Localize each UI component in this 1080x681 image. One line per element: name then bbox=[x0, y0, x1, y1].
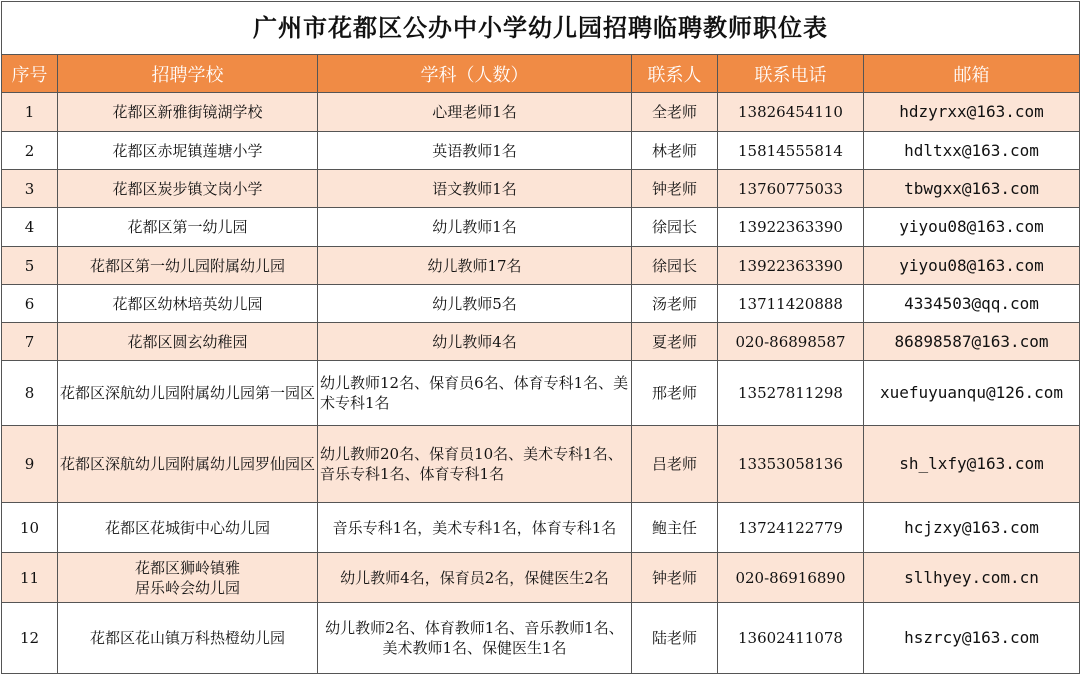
phone-cell: 15814555814 bbox=[718, 132, 864, 170]
subject-cell: 幼儿教师4名 bbox=[318, 323, 632, 361]
contact-cell: 徐园长 bbox=[632, 247, 718, 285]
subject-cell: 语文教师1名 bbox=[318, 170, 632, 208]
row-index: 5 bbox=[2, 247, 58, 285]
contact-cell: 邢老师 bbox=[632, 361, 718, 426]
phone-cell: 13527811298 bbox=[718, 361, 864, 426]
school-cell: 花都区第一幼儿园附属幼儿园 bbox=[58, 247, 318, 285]
subject-cell: 幼儿教师17名 bbox=[318, 247, 632, 285]
row-index: 9 bbox=[2, 426, 58, 503]
col-header-school: 招聘学校 bbox=[58, 55, 318, 93]
row-index: 12 bbox=[2, 603, 58, 674]
email-cell: xuefuyuanqu@126.com bbox=[864, 361, 1080, 426]
contact-cell: 吕老师 bbox=[632, 426, 718, 503]
col-header-subject: 学科（人数） bbox=[318, 55, 632, 93]
contact-cell: 钟老师 bbox=[632, 553, 718, 603]
contact-cell: 林老师 bbox=[632, 132, 718, 170]
table-row bbox=[2, 361, 1080, 426]
contact-cell: 汤老师 bbox=[632, 285, 718, 323]
subject-cell: 幼儿教师1名 bbox=[318, 208, 632, 247]
email-cell: hdzyrxx@163.com bbox=[864, 93, 1080, 132]
subject-cell: 幼儿教师20名、保育员10名、美术专科1名、音乐专科1名、体育专科1名 bbox=[318, 426, 632, 503]
table-row bbox=[2, 247, 1080, 285]
email-cell: hszrcy@163.com bbox=[864, 603, 1080, 674]
email-cell: 86898587@163.com bbox=[864, 323, 1080, 361]
email-cell: sllhyey.com.cn bbox=[864, 553, 1080, 603]
contact-cell: 鲍主任 bbox=[632, 503, 718, 553]
email-cell: hdltxx@163.com bbox=[864, 132, 1080, 170]
school-cell: 花都区圆玄幼稚园 bbox=[58, 323, 318, 361]
phone-cell: 13922363390 bbox=[718, 247, 864, 285]
school-cell: 花都区狮岭镇雅居乐岭会幼儿园 bbox=[58, 553, 318, 603]
row-index: 8 bbox=[2, 361, 58, 426]
table-row bbox=[2, 208, 1080, 247]
table-row bbox=[2, 170, 1080, 208]
school-cell: 花都区新雅街镜湖学校 bbox=[58, 93, 318, 132]
contact-cell: 徐园长 bbox=[632, 208, 718, 247]
school-cell: 花都区花山镇万科热橙幼儿园 bbox=[58, 603, 318, 674]
table-row bbox=[2, 553, 1080, 603]
subject-cell: 幼儿教师12名、保育员6名、体育专科1名、美术专科1名 bbox=[318, 361, 632, 426]
phone-cell: 020-86898587 bbox=[718, 323, 864, 361]
contact-cell: 夏老师 bbox=[632, 323, 718, 361]
school-cell: 花都区深航幼儿园附属幼儿园第一园区 bbox=[58, 361, 318, 426]
table-row bbox=[2, 603, 1080, 674]
email-cell: yiyou08@163.com bbox=[864, 247, 1080, 285]
email-cell: 4334503@qq.com bbox=[864, 285, 1080, 323]
email-cell: hcjzxy@163.com bbox=[864, 503, 1080, 553]
school-cell: 花都区幼林培英幼儿园 bbox=[58, 285, 318, 323]
contact-cell: 陆老师 bbox=[632, 603, 718, 674]
row-index: 4 bbox=[2, 208, 58, 247]
phone-cell: 020-86916890 bbox=[718, 553, 864, 603]
phone-cell: 13760775033 bbox=[718, 170, 864, 208]
table-row bbox=[2, 132, 1080, 170]
row-index: 10 bbox=[2, 503, 58, 553]
phone-cell: 13711420888 bbox=[718, 285, 864, 323]
phone-cell: 13724122779 bbox=[718, 503, 864, 553]
col-header-contact: 联系人 bbox=[632, 55, 718, 93]
recruitment-table bbox=[1, 1, 1080, 674]
subject-cell: 英语教师1名 bbox=[318, 132, 632, 170]
table-row bbox=[2, 285, 1080, 323]
header-row bbox=[2, 55, 1080, 93]
table-row bbox=[2, 503, 1080, 553]
subject-cell: 幼儿教师2名、体育教师1名、音乐教师1名、美术教师1名、保健医生1名 bbox=[318, 603, 632, 674]
col-header-email: 邮箱 bbox=[864, 55, 1080, 93]
col-header-index: 序号 bbox=[2, 55, 58, 93]
col-header-phone: 联系电话 bbox=[718, 55, 864, 93]
phone-cell: 13922363390 bbox=[718, 208, 864, 247]
school-cell: 花都区赤坭镇莲塘小学 bbox=[58, 132, 318, 170]
phone-cell: 13602411078 bbox=[718, 603, 864, 674]
table-title: 广州市花都区公办中小学幼儿园招聘临聘教师职位表 bbox=[2, 2, 1080, 55]
subject-cell: 心理老师1名 bbox=[318, 93, 632, 132]
email-cell: yiyou08@163.com bbox=[864, 208, 1080, 247]
table-row bbox=[2, 426, 1080, 503]
email-cell: tbwgxx@163.com bbox=[864, 170, 1080, 208]
row-index: 11 bbox=[2, 553, 58, 603]
row-index: 2 bbox=[2, 132, 58, 170]
school-cell: 花都区深航幼儿园附属幼儿园罗仙园区 bbox=[58, 426, 318, 503]
phone-cell: 13353058136 bbox=[718, 426, 864, 503]
school-cell: 花都区炭步镇文岗小学 bbox=[58, 170, 318, 208]
subject-cell: 幼儿教师5名 bbox=[318, 285, 632, 323]
subject-cell: 幼儿教师4名，保育员2名，保健医生2名 bbox=[318, 553, 632, 603]
contact-cell: 全老师 bbox=[632, 93, 718, 132]
table-row bbox=[2, 323, 1080, 361]
email-cell: sh_lxfy@163.com bbox=[864, 426, 1080, 503]
row-index: 7 bbox=[2, 323, 58, 361]
subject-cell: 音乐专科1名，美术专科1名，体育专科1名 bbox=[318, 503, 632, 553]
row-index: 3 bbox=[2, 170, 58, 208]
table-row bbox=[2, 93, 1080, 132]
phone-cell: 13826454110 bbox=[718, 93, 864, 132]
contact-cell: 钟老师 bbox=[632, 170, 718, 208]
school-cell: 花都区花城街中心幼儿园 bbox=[58, 503, 318, 553]
row-index: 6 bbox=[2, 285, 58, 323]
school-cell: 花都区第一幼儿园 bbox=[58, 208, 318, 247]
row-index: 1 bbox=[2, 93, 58, 132]
